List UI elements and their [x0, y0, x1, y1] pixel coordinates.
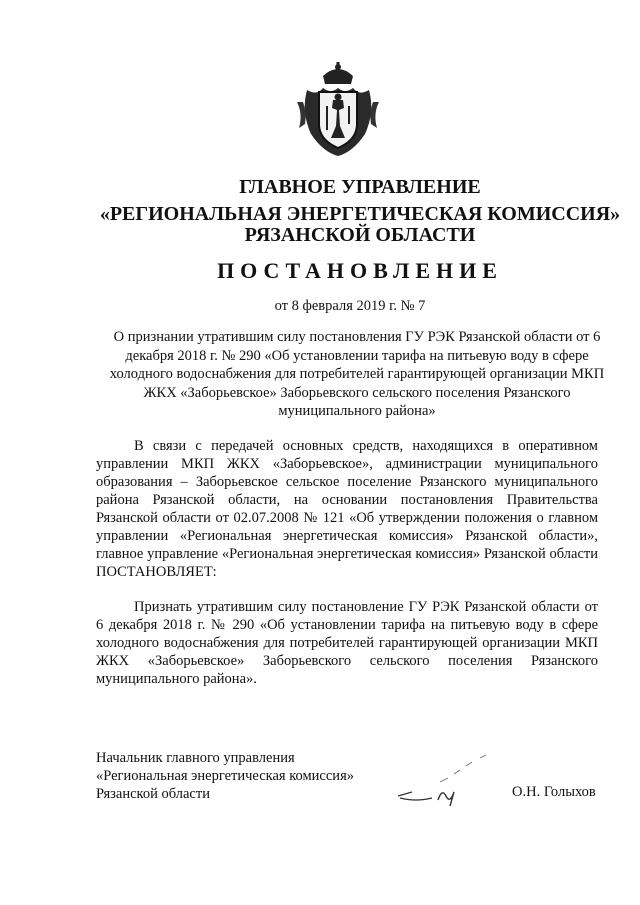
body-paragraph-1: В связи с передачей основных средств, находящихся в оперативном управлении МКП ЖКХ «Заборьевское», администрации муниципального образования – Заборьевское сельское поселение Рязанского муниципального района Рязанской области, на основании постановления Правительства Рязанской области от 02.07.2008 № 121 «Об утверждении положения о главном управлении «Региональная энергетическая комиссия» Рязанской области», главное управление «Региональная энергетическая комиссия» Рязанской области ПОСТАНОВЛЯЕТ: — [96, 438, 598, 580]
signer-position-line3: Рязанской области — [96, 786, 210, 802]
document-date-number: от 8 февраля 2019 г. № 7 — [274, 298, 426, 314]
signer-position-line1: Начальник главного управления — [96, 750, 295, 766]
signer-position — [96, 749, 354, 803]
signer-position-line2: «Региональная энергетическая комиссия» — [96, 768, 354, 784]
org-name-line2: «РЕГИОНАЛЬНАЯ ЭНЕРГЕТИЧЕСКАЯ КОМИССИЯ» — [99, 203, 621, 225]
document-subject: О признании утратившим силу постановления ГУ РЭК Рязанской области от 6 декабря 2018 г. № 290 «Об установлении тарифа на питьевую воду в сфере холодного водоснабжения для потребителей гарантирующей организации МКП ЖКХ «Заборьевское» Заборьевского сельского поселения Рязанского муниципального района» — [109, 329, 605, 419]
org-name-line1: ГЛАВНОЕ УПРАВЛЕНИЕ — [239, 176, 481, 198]
signer-name: О.Н. Голыхов — [512, 784, 596, 800]
org-name-line3: РЯЗАНСКОЙ ОБЛАСТИ — [244, 224, 476, 246]
body-paragraph-2: Признать утратившим силу постановление ГУ РЭК Рязанской области от 6 декабря 2018 г. № 290 «Об установлении тарифа на питьевую воду в сфере холодного водоснабжения для потребителей гарантирующей организации МКП ЖКХ «Заборьевское» Заборьевского сельского поселения Рязанского муниципального района». — [96, 599, 598, 687]
coat-of-arms-icon — [293, 62, 383, 158]
document-type: ПОСТАНОВЛЕНИЕ — [217, 258, 503, 283]
handwritten-signature — [380, 752, 500, 812]
